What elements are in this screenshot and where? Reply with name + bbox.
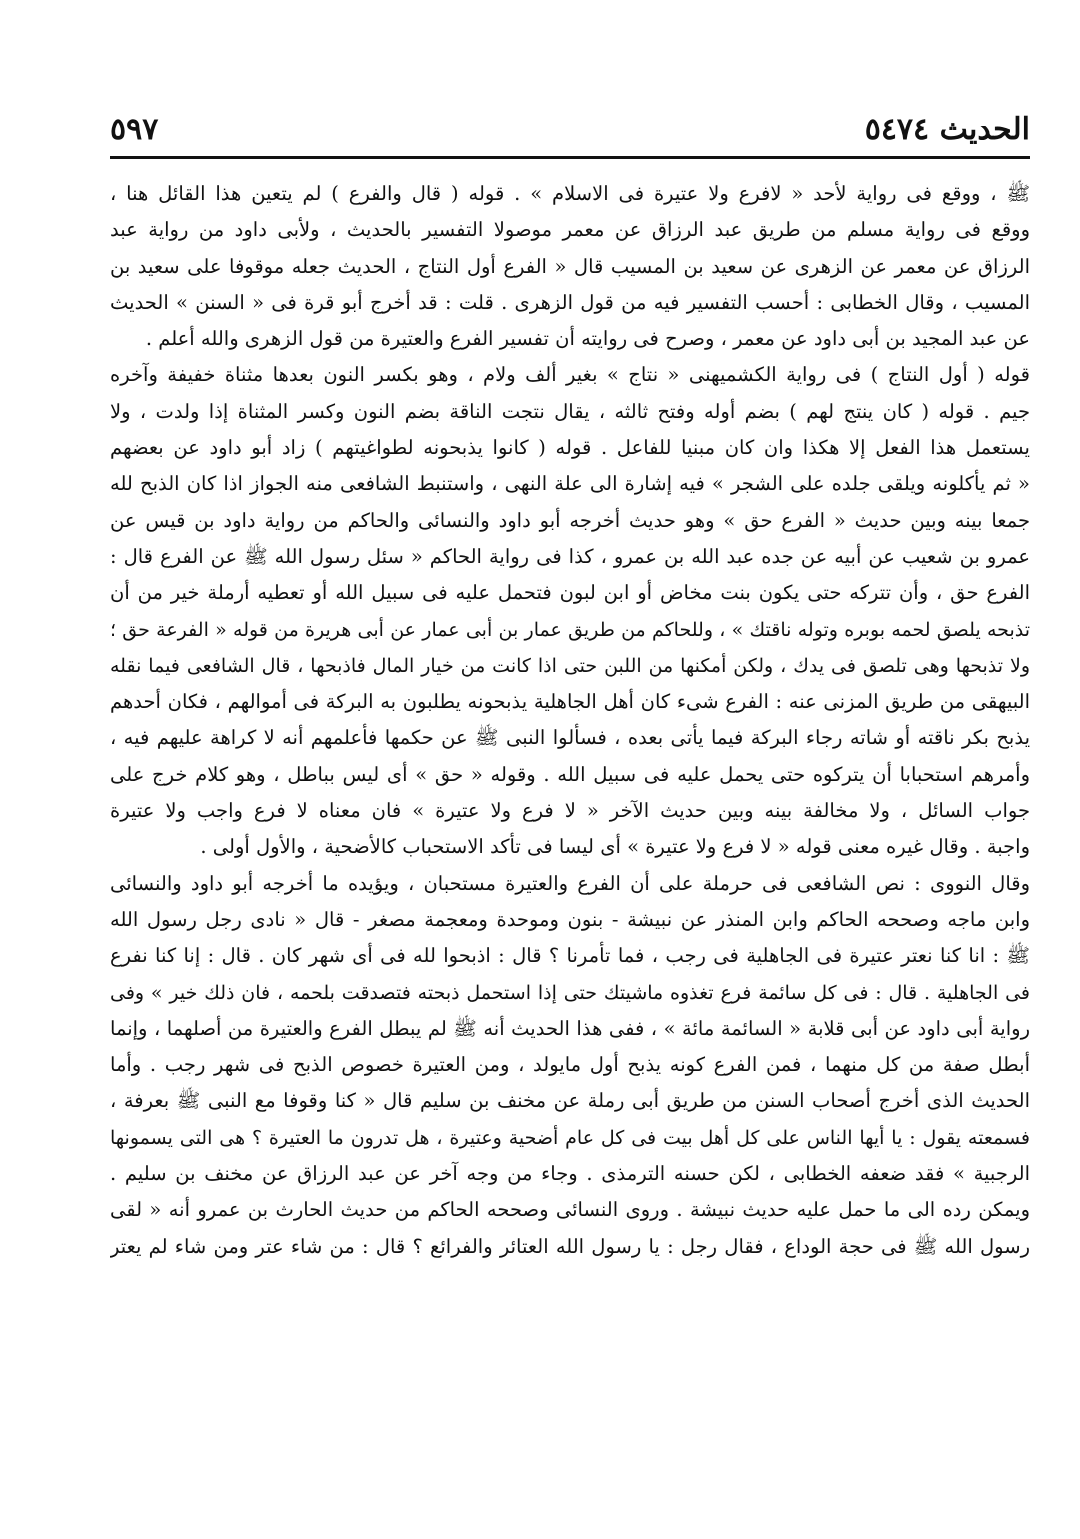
text-line: الفرع حق ، وأن تتركه حتى يكون بنت مخاض أو ابن لبون فتحمل عليه فى سبيل الله أو تعطيه أرملة خير من أن [110, 581, 1030, 605]
text-line: ولا تذبحها وهى تلصق فى يدك ، ولكن أمكنها من اللبن حتى اذا كانت من خيار المال فاذبحها ، قال الشافعى فيما نقله [110, 654, 1030, 677]
text-line: جواب السائل ، ولا مخالفة بينه وبين حديث الآخر « لا فرع ولا عتيرة » فان معناه لا فرع واجب ولا عتيرة [110, 799, 1030, 823]
text-line: يستعمل هذا الفعل إلا هكذا وان كان مبنيا للفاعل . قوله ( كانوا يذبحونه لطواغيتهم ) زاد أبو داود عن بعضهم [110, 436, 1030, 460]
text-line: أبطل صفة من كل منهما ، فمن الفرع كونه يذبح أول مايولد ، ومن العتيرة خصوص الذبح فى شهر رجب . وأما [110, 1053, 1030, 1077]
page-number: ٥٩٧ [110, 112, 159, 147]
text-line: عمرو بن شعيب عن أبيه عن جده عبد الله بن عمرو ، كذا فى رواية الحاكم « سئل رسول الله ﷺ عن الفرع قال : [110, 544, 1030, 568]
header-divider [110, 156, 1030, 159]
text-line: جيم . قوله ( كان ينتج لهم ) بضم أوله وفتح ثالثه ، يقال نتجت الناقة بضم النون وكسر المثناة إذا ولدت ، ولا [110, 399, 1030, 423]
text-line: يذبح بكر ناقته أو شاته رجاء البركة فيما يأتى بعده ، فسألوا النبى ﷺ عن حكمها فأعلمهم أنه لا كراهة عليهم فيه ، [110, 726, 1030, 750]
text-line: ويمكن رده الى ما حمل عليه حديث نبيشة . وروى النسائى وصححه الحاكم من حديث الحارث بن عمرو أنه « لقى [110, 1198, 1030, 1222]
text-line: ﷺ ، ووقع فى رواية لأحد « لافرع ولا عتيرة فى الاسلام » . قوله ( قال والفرع ) لم يتعين هذا القائل هنا ، [110, 182, 1030, 205]
text-line: عن عبد المجيد بن أبى داود عن معمر ، وصرح فى روايته أن تفسير الفرع والعتيرة من قول الزهرى والله أعلم . [145, 327, 1030, 351]
text-line: البيهقى من طريق المزنى عنه : الفرع شىء كان أهل الجاهلية يذبحونه يطلبون به البركة فى أموالهم ، فكان أحدهم [110, 690, 1030, 714]
text-body [110, 176, 1030, 1265]
text-line: « ثم يأكلونه ويلقى جلده على الشجر » فيه إشارة الى علة النهى ، واستنبط الشافعى منه الجواز اذا كان الذبح لله [110, 472, 1030, 496]
text-line: ووقع فى رواية مسلم من طريق عبد الرزاق عن معمر موصولا التفسير بالحديث ، ولأبى داود من رواية عبد [110, 218, 1030, 242]
text-line: تذبحه يلصق لحمه بوبره وتوله ناقتك » ، وللحاكم من طريق عمار بن أبى عمار عن أبى هريرة من قوله « الفرعة حق ؛ [110, 618, 1030, 641]
text-line: فى الجاهلية . قال : فى كل سائمة فرع تغذوه ماشيتك حتى إذا استحمل ذبحته فتصدقت بلحمه ، فان ذلك خير » وفى [110, 981, 1030, 1004]
text-line: فسمعته يقول : يا أيها الناس على كل أهل بيت فى كل عام أضحية وعتيرة ، هل تدرون ما العتيرة ؟ هى التى يسمونها [110, 1126, 1030, 1149]
text-line: رسول الله ﷺ فى حجة الوداع ، فقال رجل : يا رسول الله العتائر والفرائع ؟ قال : من شاء عتر ومن شاء لم يعتر [110, 1234, 1030, 1258]
page-header [110, 112, 1030, 152]
text-line: وابن ماجه وصححه الحاكم وابن المنذر عن نبيشة - بنون وموحدة ومعجمة مصغر - قال « نادى رجل رسول الله [110, 907, 1030, 931]
text-line: الحديث الذى أخرج أصحاب السنن من طريق أبى رملة عن مخنف بن سليم قال « كنا وقوفا مع النبى ﷺ بعرفة ، [110, 1089, 1030, 1113]
text-line: الرجبية » فقد ضعفه الخطابى ، لكن حسنه الترمذى . وجاء من وجه آخر عن عبد الرزاق عن مخنف بن سليم . [110, 1162, 1030, 1186]
text-line: قوله ( أول النتاج ) فى رواية الكشميهنى « نتاج » بغير ألف ولام ، وهو بكسر النون بعدها مثناة خفيفة وآخره [110, 363, 1030, 387]
text-line: الرزاق عن معمر عن الزهرى عن سعيد بن المسيب قال « الفرع أول النتاج ، الحديث جعله موقوفا على سعيد بن [110, 254, 1030, 278]
text-line: ﷺ : انا كنا نعتر عتيرة فى الجاهلية فى رجب ، فما تأمرنا ؟ قال : اذبحوا لله فى أى شهر كان . قال : إنا كنا نفرع [110, 944, 1030, 968]
text-line: وقال النووى : نص الشافعى فى حرملة على أن الفرع والعتيرة مستحبان ، ويؤيده ما أخرجه أبو داود والنسائى [110, 871, 1030, 895]
document-page [110, 112, 1030, 1512]
text-line: رواية أبى داود عن أبى قلابة « السائمة مائة » ، ففى هذا الحديث أنه ﷺ لم يبطل الفرع والعتيرة من أصلهما ، وإنما [110, 1016, 1030, 1040]
section-header: الحديث ٥٤٧٤ [864, 112, 1030, 147]
text-line: واجبة . وقال غيره معنى قوله « لا فرع ولا عتيرة » أى ليسا فى تأكد الاستحباب كالأضحية ، والأول أولى . [200, 835, 1030, 859]
text-line: وأمرهم استحبابا أن يتركوه حتى يحمل عليه فى سبيل الله . وقوله « حق » أى ليس بباطل ، وهو كلام خرج على [110, 762, 1030, 786]
text-line: جمعا بينه وبين حديث « الفرع حق » وهو حديث أخرجه أبو داود والنسائى والحاكم من رواية داود بن قيس عن [110, 508, 1030, 532]
text-line: المسيب ، وقال الخطابى : أحسب التفسير فيه من قول الزهرى . قلت : قد أخرج أبو قرة فى « السنن » الحديث [110, 290, 1030, 314]
